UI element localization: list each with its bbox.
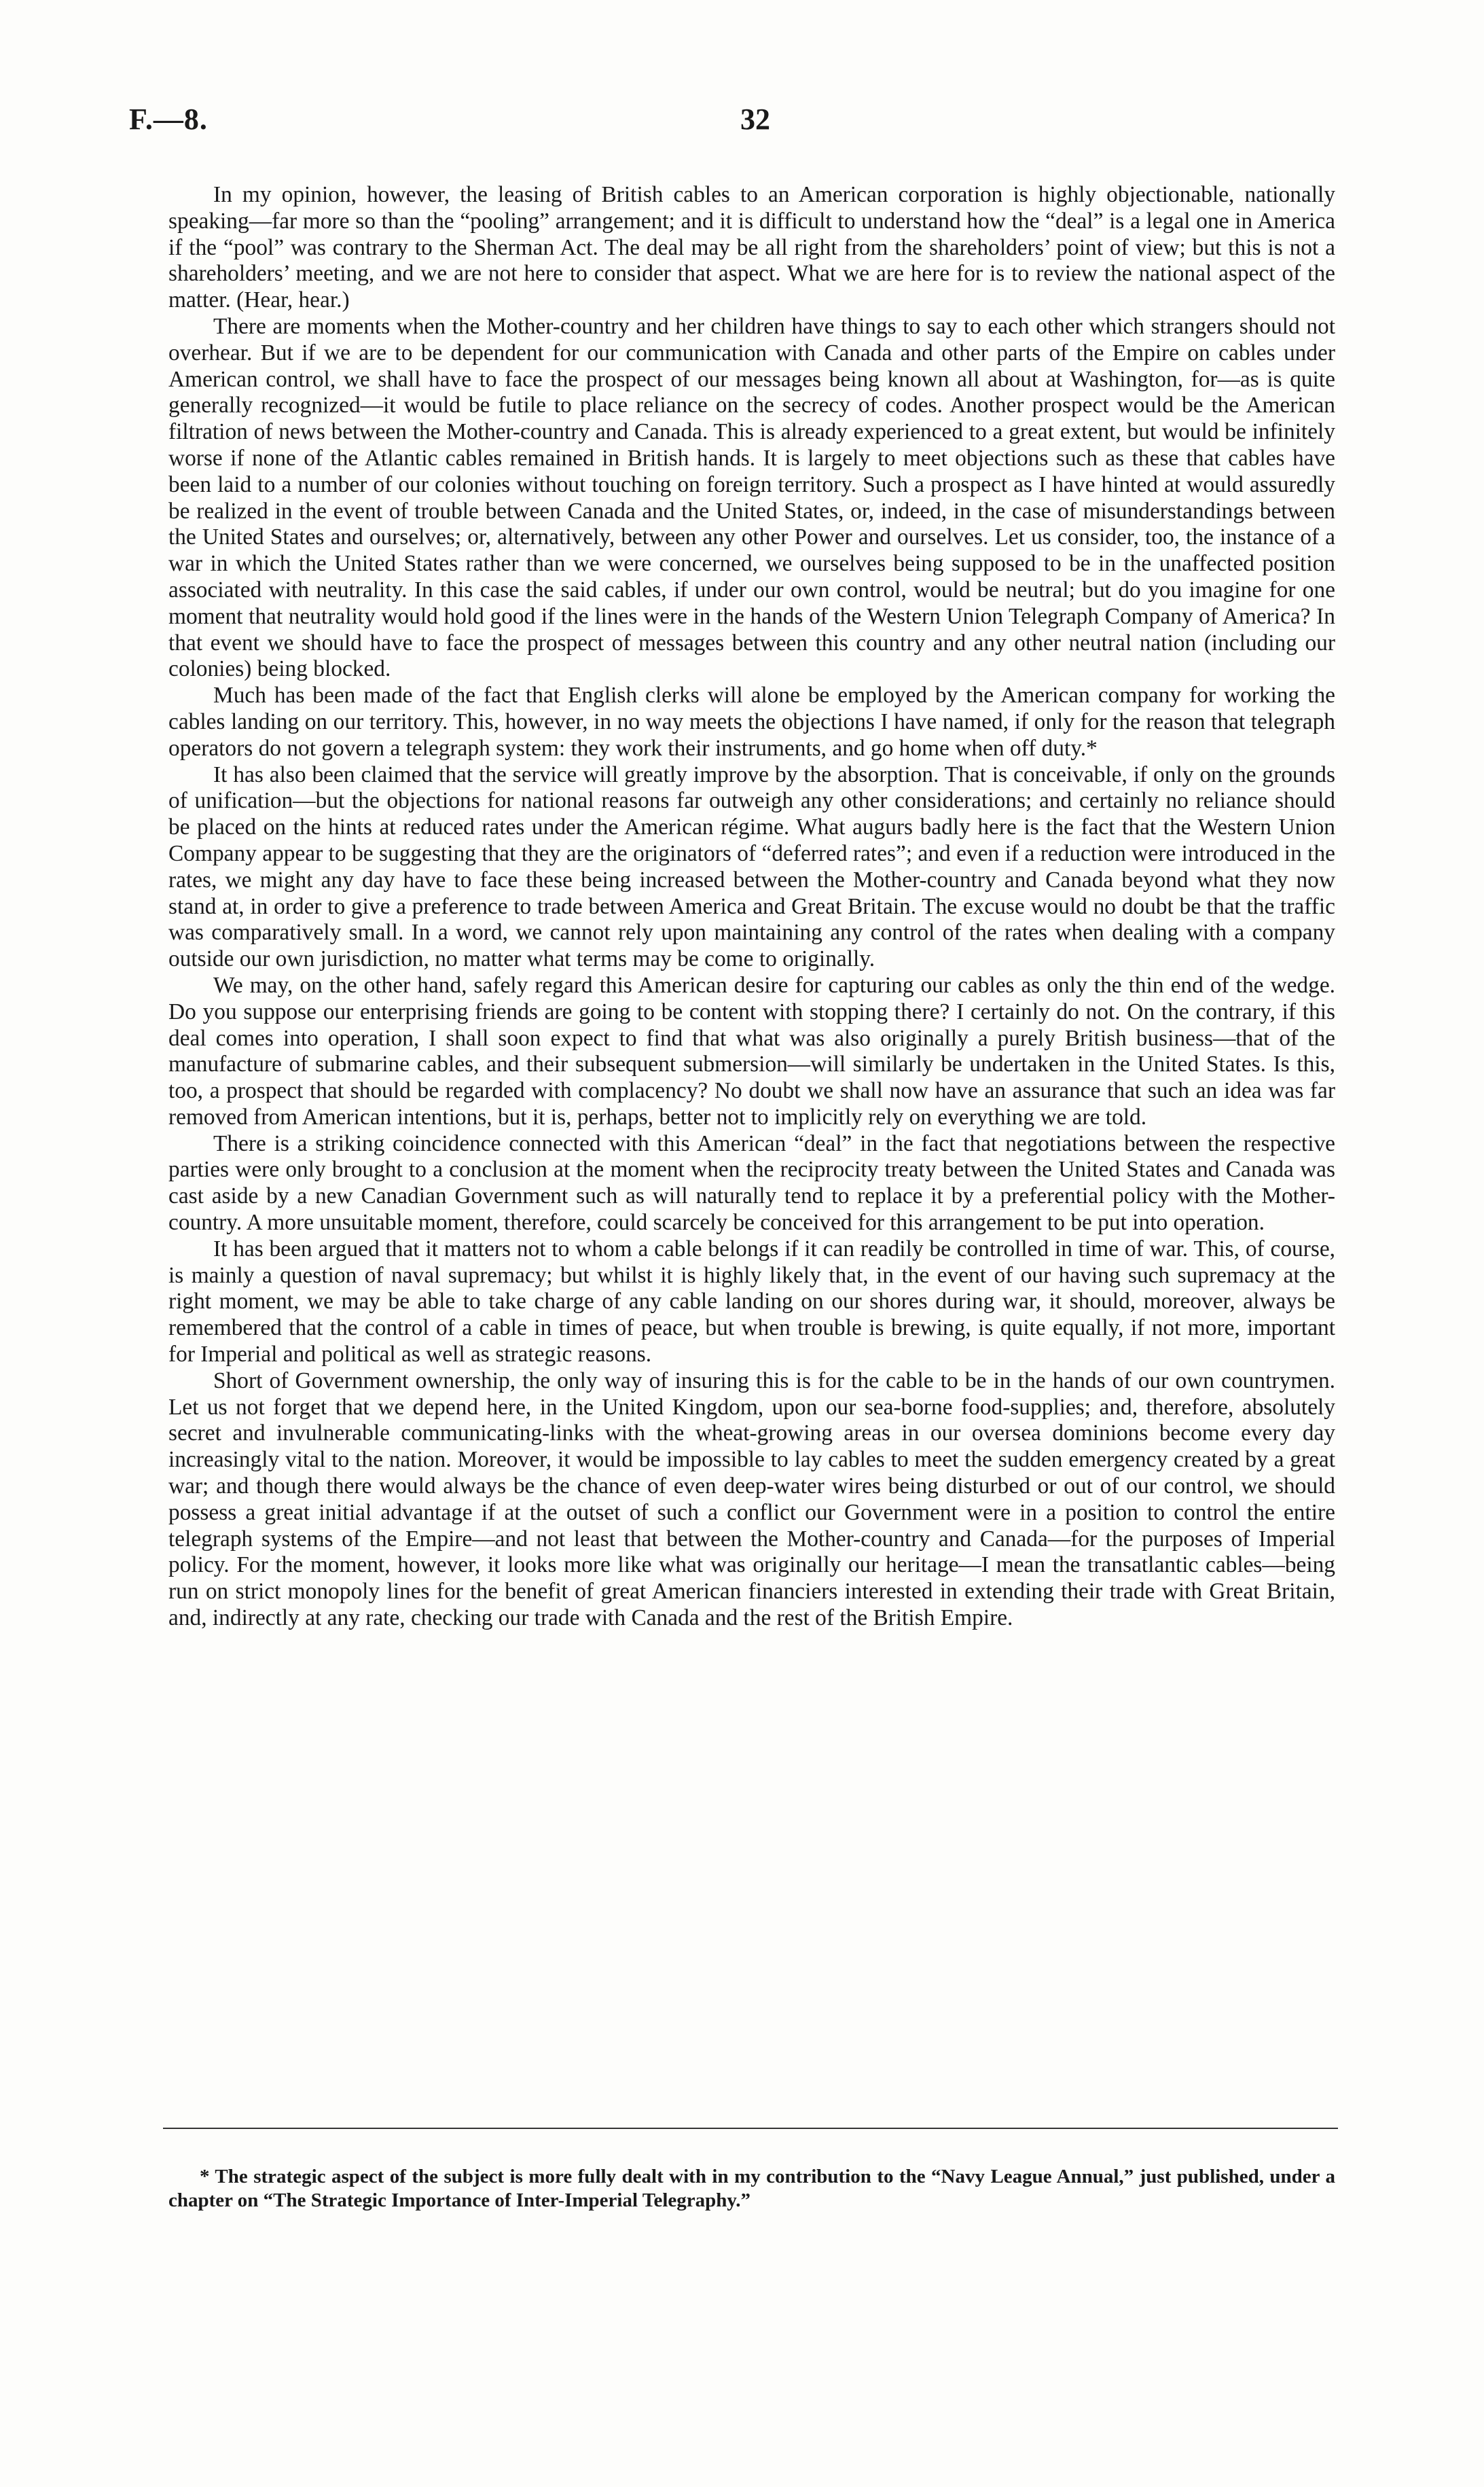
page-header bbox=[129, 102, 1365, 149]
page-number: 32 bbox=[740, 103, 770, 136]
document-reference: F.—8. bbox=[129, 103, 208, 136]
paragraph: In my opinion, however, the leasing of British cables to an American corporation is highly objectionable, nationally speaking—far more so than the “pooling” arrangement; and it is difficult to understand how the “deal” is a legal one in America if the “pool” was contrary to the Sherman Act. The deal may be all right from the shareholders’ point of view; but this is not a shareholders’ meeting, and we are not here to consider that aspect. What we are here for is to review the national aspect of the matter. (Hear, hear.) bbox=[168, 182, 1335, 313]
body-text bbox=[168, 182, 1335, 1632]
footnote: * The strategic aspect of the subject is more fully dealt with in my contribution to the “Navy League Annual,” just published, under a chapter on “The Strategic Importance of Inter-Imperial Telegraphy.” bbox=[168, 2166, 1335, 2211]
paragraph: It has also been claimed that the service will greatly improve by the absorption. That is conceivable, if only on the grounds of unification—but the objections for national reasons far outweigh any other considerations; and certainly no reliance should be placed on the hints at reduced rates under the American régime. What augurs badly here is the fact that the Western Union Company appear to be suggesting that they are the originators of “deferred rates”; and even if a reduction were introduced in the rates, we might any day have to face these being increased between the Mother-country and Canada beyond what they now stand at, in order to give a preference to trade between America and Great Britain. The excuse would no doubt be that the traffic was comparatively small. In a word, we cannot rely upon maintaining any control of the rates when dealing with a company outside our own jurisdiction, no matter what terms may be come to originally. bbox=[168, 762, 1335, 972]
paragraph: Much has been made of the fact that English clerks will alone be employed by the American company for working the cables landing on our territory. This, however, in no way meets the objections I have named, if only for the reason that telegraph operators do not govern a telegraph system: they work their instruments, and go home when off duty.* bbox=[168, 683, 1335, 761]
paragraph: We may, on the other hand, safely regard this American desire for capturing our cables as only the thin end of the wedge. Do you suppose our enterprising friends are going to be content with stopping there? I certainly do not. On the contrary, if this deal comes into operation, I shall soon expect to find that what was also originally a purely British business—that of the manufacture of submarine cables, and their subsequent submersion—will similarly be undertaken in the United States. Is this, too, a prospect that should be regarded with complacency? No doubt we shall now have an assurance that such an idea was far removed from American intentions, but it is, perhaps, better not to implicitly rely on everything we are told. bbox=[168, 972, 1335, 1130]
paragraph: There is a striking coincidence connected with this American “deal” in the fact that negotiations between the respective parties were only brought to a conclusion at the moment when the reciprocity treaty between the United States and Canada was cast aside by a new Canadian Government such as will naturally tend to replace it by a preferential policy with the Mother-country. A more unsuitable moment, therefore, could scarcely be conceived for this arrangement to be put into operation. bbox=[168, 1130, 1335, 1236]
paragraph: Short of Government ownership, the only way of insuring this is for the cable to be in the hands of our own countrymen. Let us not forget that we depend here, in the United Kingdom, upon our sea-borne food-supplies; and, therefore, absolutely secret and invulnerable communicating-links with the wheat-growing areas in our oversea dominions become every day increasingly vital to the nation. Moreover, it would be impossible to lay cables to meet the sudden emergency created by a great war; and though there would always be the chance of even deep-water wires being disturbed or out of our control, we should possess a great initial advantage if at the outset of such a conflict our Government were in a position to control the entire telegraph systems of the Empire—and not least that between the Mother-country and Canada—for the purposes of Imperial policy. For the moment, however, it looks more like what was originally our heritage—I mean the transatlantic cables—being run on strict monopoly lines for the benefit of great American financiers interested in extending their trade with Great Britain, and, indirectly at any rate, checking our trade with Canada and the rest of the British Empire. bbox=[168, 1367, 1335, 1631]
paragraph: There are moments when the Mother-country and her children have things to say to each other which strangers should not overhear. But if we are to be dependent for our communication with Canada and other parts of the Empire on cables under American control, we shall have to face the prospect of our messages being known all about at Washington, for—as is quite generally recognized—it would be futile to place reliance on the secrecy of codes. Another prospect would be the American filtration of news between the Mother-country and Canada. This is already experienced to a great extent, but would be infinitely worse if none of the Atlantic cables remained in British hands. It is largely to meet objections such as these that cables have been laid to a number of our colonies without touching on foreign territory. Such a prospect as I have hinted at would assuredly be realized in the event of trouble between Canada and the United States, or, indeed, in the case of misunderstandings between the United States and ourselves; or, alternatively, between any other Power and ourselves. Let us consider, too, the instance of a war in which the United States rather than we were concerned, we ourselves being supposed to be in the unaffected position associated with neutrality. In this case the said cables, if under our own control, would be neutral; but do you imagine for one moment that neutrality would hold good if the lines were in the hands of the Western Union Telegraph Company of America? In that event we should have to face the prospect of messages between this country and any other neutral nation (including our colonies) being blocked. bbox=[168, 313, 1335, 682]
paragraph: It has been argued that it matters not to whom a cable belongs if it can readily be controlled in time of war. This, of course, is mainly a question of naval supremacy; but whilst it is highly likely that, in the event of our having such supremacy at the right moment, we may be able to take charge of any cable landing on our shores during war, it should, moreover, always be remembered that the control of a cable in times of peace, but when trouble is brewing, is quite equally, if not more, important for Imperial and political as well as strategic reasons. bbox=[168, 1236, 1335, 1367]
footnote-divider bbox=[163, 2128, 1338, 2129]
